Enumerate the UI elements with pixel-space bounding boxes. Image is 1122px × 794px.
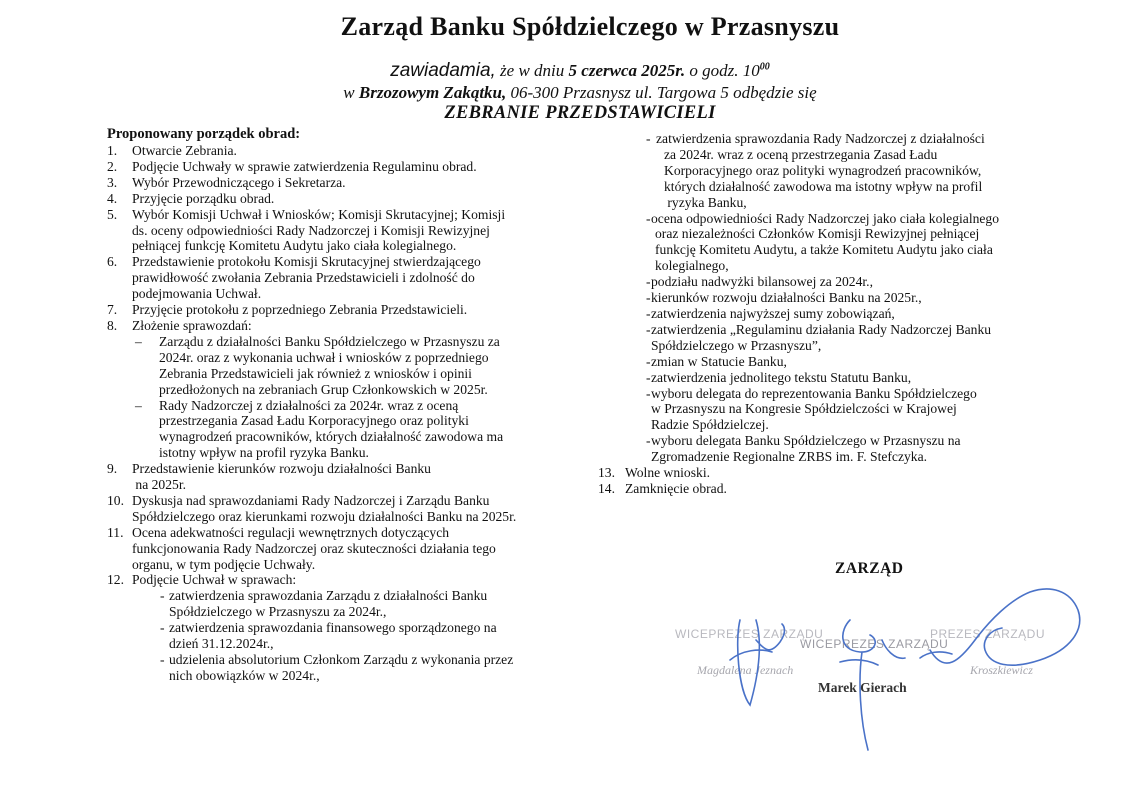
agenda-item <box>107 175 577 191</box>
item-text: Przyjęcie protokołu z poprzedniego Zebrania Przedstawicieli. <box>132 302 468 318</box>
dash-bullet: - <box>646 290 651 306</box>
item-number: 3. <box>107 174 118 190</box>
agenda-item <box>107 318 577 334</box>
stamp-title-left: WICEPREZES ZARZĄDU <box>675 627 824 641</box>
announcement-line-2 <box>0 83 1122 103</box>
dash-bullet: - <box>646 131 651 146</box>
item-line: w Przasnyszu na Kongresie Spółdzielczości w Krajowej <box>651 401 957 417</box>
item-line: przedłożonych na zebraniach Grup Członkowskich w 2025r. <box>159 381 488 397</box>
agenda-heading: Proponowany porządek obrad: <box>107 126 301 142</box>
item-text: Podjęcie Uchwał w sprawach: <box>132 572 297 588</box>
announce-mid: że w dniu <box>500 61 569 80</box>
dash-bullet: – <box>135 397 142 413</box>
agenda-item <box>107 143 577 159</box>
item-line: Dyskusja nad sprawozdaniami Rady Nadzorczej i Zarządu Banku <box>132 492 490 508</box>
item-line: ds. oceny odpowiedniości Rady Nadzorczej i Komisji Rewizyjnej <box>132 222 490 238</box>
item-line: za 2024r. wraz z oceną przestrzegania Zasad Ładu <box>664 146 938 162</box>
item-line: podziału nadwyżki bilansowej za 2024r., <box>651 274 873 290</box>
item-line: Przedstawienie kierunków rozwoju działalności Banku <box>132 461 431 477</box>
item-number: 12. <box>107 572 124 588</box>
agenda-subitem <box>107 334 577 398</box>
agenda-subitem <box>598 322 1028 354</box>
item-line: zatwierdzenia jednolitego tekstu Statutu Banku, <box>651 369 912 385</box>
agenda-item <box>107 207 577 255</box>
dash-bullet: - <box>646 433 651 449</box>
dash-bullet: - <box>160 620 165 636</box>
item-text: Zamknięcie obrad. <box>625 480 727 496</box>
item-line: Przedstawienie protokołu Komisji Skrutacyjnej stwierdzającego <box>132 254 481 270</box>
stamp-title-middle: WICEPREZES ZARZĄDU <box>800 637 949 651</box>
item-line: Spółdzielczego oraz kierunkami rozwoju działalności Banku na 2025r. <box>132 508 517 524</box>
announce-word: zawiadamia, <box>390 60 496 81</box>
agenda-item <box>107 461 577 493</box>
signature-strokes <box>730 589 1080 750</box>
dash-bullet: - <box>646 321 651 337</box>
agenda-subitem <box>107 652 577 684</box>
item-line: zatwierdzenia sprawozdania finansowego sporządzonego na <box>169 620 497 636</box>
item-line: organu, w tym podjęcie Uchwały. <box>132 556 316 572</box>
item-number: 1. <box>107 143 118 158</box>
item-line: wynagrodzeń pracowników, których działalność zawodowa ma <box>159 429 504 445</box>
place-name: Brzozowym Zakątku, <box>358 83 507 102</box>
dash-bullet: - <box>646 385 651 401</box>
signature-left-icon <box>738 620 785 705</box>
item-line: Zgromadzenie Regionalne ZRBS im. F. Stefczyka. <box>651 449 928 465</box>
item-number: 14. <box>598 480 615 496</box>
event-title: ZEBRANIE PRZEDSTAWICIELI <box>444 103 716 123</box>
announce-time-minutes: 00 <box>759 61 770 73</box>
item-line: na 2025r. <box>132 477 186 493</box>
dash-bullet: – <box>135 333 142 349</box>
agenda-subitem <box>107 588 577 620</box>
agenda-item <box>107 525 577 573</box>
item-line: dzień 31.12.2024r., <box>169 636 274 652</box>
agenda-left-column <box>107 126 577 684</box>
item-number: 11. <box>107 524 124 540</box>
dash-bullet: - <box>646 210 651 226</box>
agenda-subitem <box>598 131 1028 211</box>
agenda-item <box>107 302 577 318</box>
agenda-subitem <box>598 306 1028 322</box>
item-line: zatwierdzenia sprawozdania Rady Nadzorczej z działalności <box>656 131 985 146</box>
item-line: wyboru delegata do reprezentowania Banku Spółdzielczego <box>651 385 977 401</box>
item-number: 10. <box>107 492 124 508</box>
item-number: 13. <box>598 465 615 481</box>
item-line: funkcję Komitetu Audytu, a także Komitetu Audytu jako ciała <box>655 242 993 258</box>
page-title: Zarząd Banku Spółdzielczego w Przasnyszu <box>340 12 840 41</box>
stamp-name-right: Kroszkiewicz <box>970 663 1033 677</box>
item-number: 4. <box>107 190 118 206</box>
agenda-subitem <box>598 274 1028 290</box>
announcement-line-1 <box>0 60 1122 82</box>
item-line: Korporacyjnego oraz polityki wynagrodzeń pracowników, <box>664 162 982 178</box>
handwritten-signatures <box>690 580 1100 780</box>
stamp-name-middle: Marek Gierach <box>818 680 907 695</box>
agenda-subitem <box>598 370 1028 386</box>
item-line: Ocena adekwatności regulacji wewnętrznych dotyczących <box>132 524 450 540</box>
agenda-subitem <box>598 211 1028 275</box>
dash-bullet: - <box>646 353 651 369</box>
item-line: oraz niezależności Członków Komisji Rewizyjnej pełniącej <box>655 226 980 242</box>
item-line: Spółdzielczego w Przasnyszu”, <box>651 337 822 353</box>
announce-time: o godz. 10 <box>685 61 760 80</box>
item-line: pełniącej funkcję Komitetu Audytu jako ciała kolegialnego. <box>132 238 457 254</box>
agenda-right-column <box>598 131 1028 497</box>
item-line: kolegialnego, <box>655 258 729 274</box>
agenda-subitem <box>107 620 577 652</box>
item-line: prawidłowość zwołania Zebrania Przedstawicieli i zdolność do <box>132 270 475 286</box>
agenda-subitem <box>598 386 1028 434</box>
item-line: ryzyka Banku, <box>664 194 747 210</box>
item-line: Wybór Komisji Uchwał i Wniosków; Komisji Skrutacyjnej; Komisji <box>132 206 506 222</box>
item-line: funkcjonowania Rady Nadzorczej oraz skuteczności działania tego <box>132 540 496 556</box>
item-line: zatwierdzenia najwyższej sumy zobowiązań, <box>651 305 895 321</box>
announce-date: 5 czerwca 2025r. <box>568 61 686 80</box>
item-line: podejmowania Uchwał. <box>132 286 262 302</box>
agenda-item <box>598 465 1028 481</box>
item-number: 5. <box>107 206 118 222</box>
dash-bullet: - <box>646 369 651 385</box>
item-number: 8. <box>107 317 118 333</box>
item-line: Zarządu z działalności Banku Spółdzielczego w Przasnyszu za <box>159 333 500 349</box>
item-line: których działalność zawodowa ma istotny wpływ na profil <box>664 178 983 194</box>
item-text: Wolne wnioski. <box>625 465 710 481</box>
agenda-subitem <box>598 354 1028 370</box>
item-line: Radzie Spółdzielczej. <box>651 417 769 433</box>
item-text: Otwarcie Zebrania. <box>132 143 237 158</box>
agenda-item <box>598 481 1028 497</box>
item-line: Rady Nadzorczej z działalności za 2024r. wraz z oceną <box>159 397 459 413</box>
item-line: Zebrania Przedstawicieli jak również z wniosków i opinii <box>159 365 472 381</box>
item-line: zatwierdzenia „Regulaminu działania Rady Nadzorczej Banku <box>651 321 992 337</box>
item-number: 7. <box>107 302 118 318</box>
item-line: ocena odpowiedniości Rady Nadzorczej jako ciała kolegialnego <box>651 210 1000 226</box>
item-text: Podjęcie Uchwały w sprawie zatwierdzenia Regulaminu obrad. <box>132 158 477 174</box>
agenda-subitem <box>107 398 577 462</box>
item-text: Wybór Przewodniczącego i Sekretarza. <box>132 174 346 190</box>
item-number: 6. <box>107 254 118 270</box>
agenda-item <box>107 493 577 525</box>
item-line: Spółdzielczego w Przasnyszu za 2024r., <box>169 604 387 620</box>
item-line: nich obowiązków w 2024r., <box>169 667 320 683</box>
item-number: 9. <box>107 461 118 477</box>
item-text: Złożenie sprawozdań: <box>132 317 252 333</box>
item-line: kierunków rozwoju działalności Banku na 2025r., <box>651 290 922 306</box>
agenda-item <box>107 572 577 588</box>
dash-bullet: - <box>646 305 651 321</box>
item-line: zmian w Statucie Banku, <box>651 353 787 369</box>
board-label: ZARZĄD <box>835 560 904 577</box>
stamp-title-right: PREZES ZARZĄDU <box>930 627 1046 641</box>
stamp-name-left: Magdalena Jeznach <box>697 663 794 677</box>
agenda-subitem <box>598 290 1028 306</box>
agenda-subitem <box>598 433 1028 465</box>
dash-bullet: - <box>160 588 165 604</box>
agenda-item <box>107 159 577 175</box>
item-line: przestrzegania Zasad Ładu Korporacyjnego oraz polityki <box>159 413 469 429</box>
agenda-item <box>107 191 577 207</box>
item-line: wyboru delegata Banku Spółdzielczego w Przasnyszu na <box>651 433 961 449</box>
signature-left-stroke-icon <box>730 650 772 660</box>
item-text: Przyjęcie porządku obrad. <box>132 190 275 206</box>
agenda-item <box>107 254 577 302</box>
item-line: 2024r. oraz z wykonania uchwał i wniosków z poprzedniego <box>159 349 489 365</box>
item-line: udzielenia absolutorium Członkom Zarządu z wykonania przez <box>169 652 514 667</box>
item-number: 2. <box>107 158 118 174</box>
item-line: istotny wpływ na profil ryzyka Banku. <box>159 445 369 461</box>
signature-middle-icon <box>840 620 905 750</box>
dash-bullet: - <box>160 652 165 667</box>
item-line: zatwierdzenia sprawozdania Zarządu z działalności Banku <box>169 588 488 604</box>
place-address: 06-300 Przasnysz ul. Targowa 5 odbędzie się <box>506 83 817 102</box>
place-prefix: w <box>343 83 359 102</box>
dash-bullet: - <box>646 274 651 290</box>
